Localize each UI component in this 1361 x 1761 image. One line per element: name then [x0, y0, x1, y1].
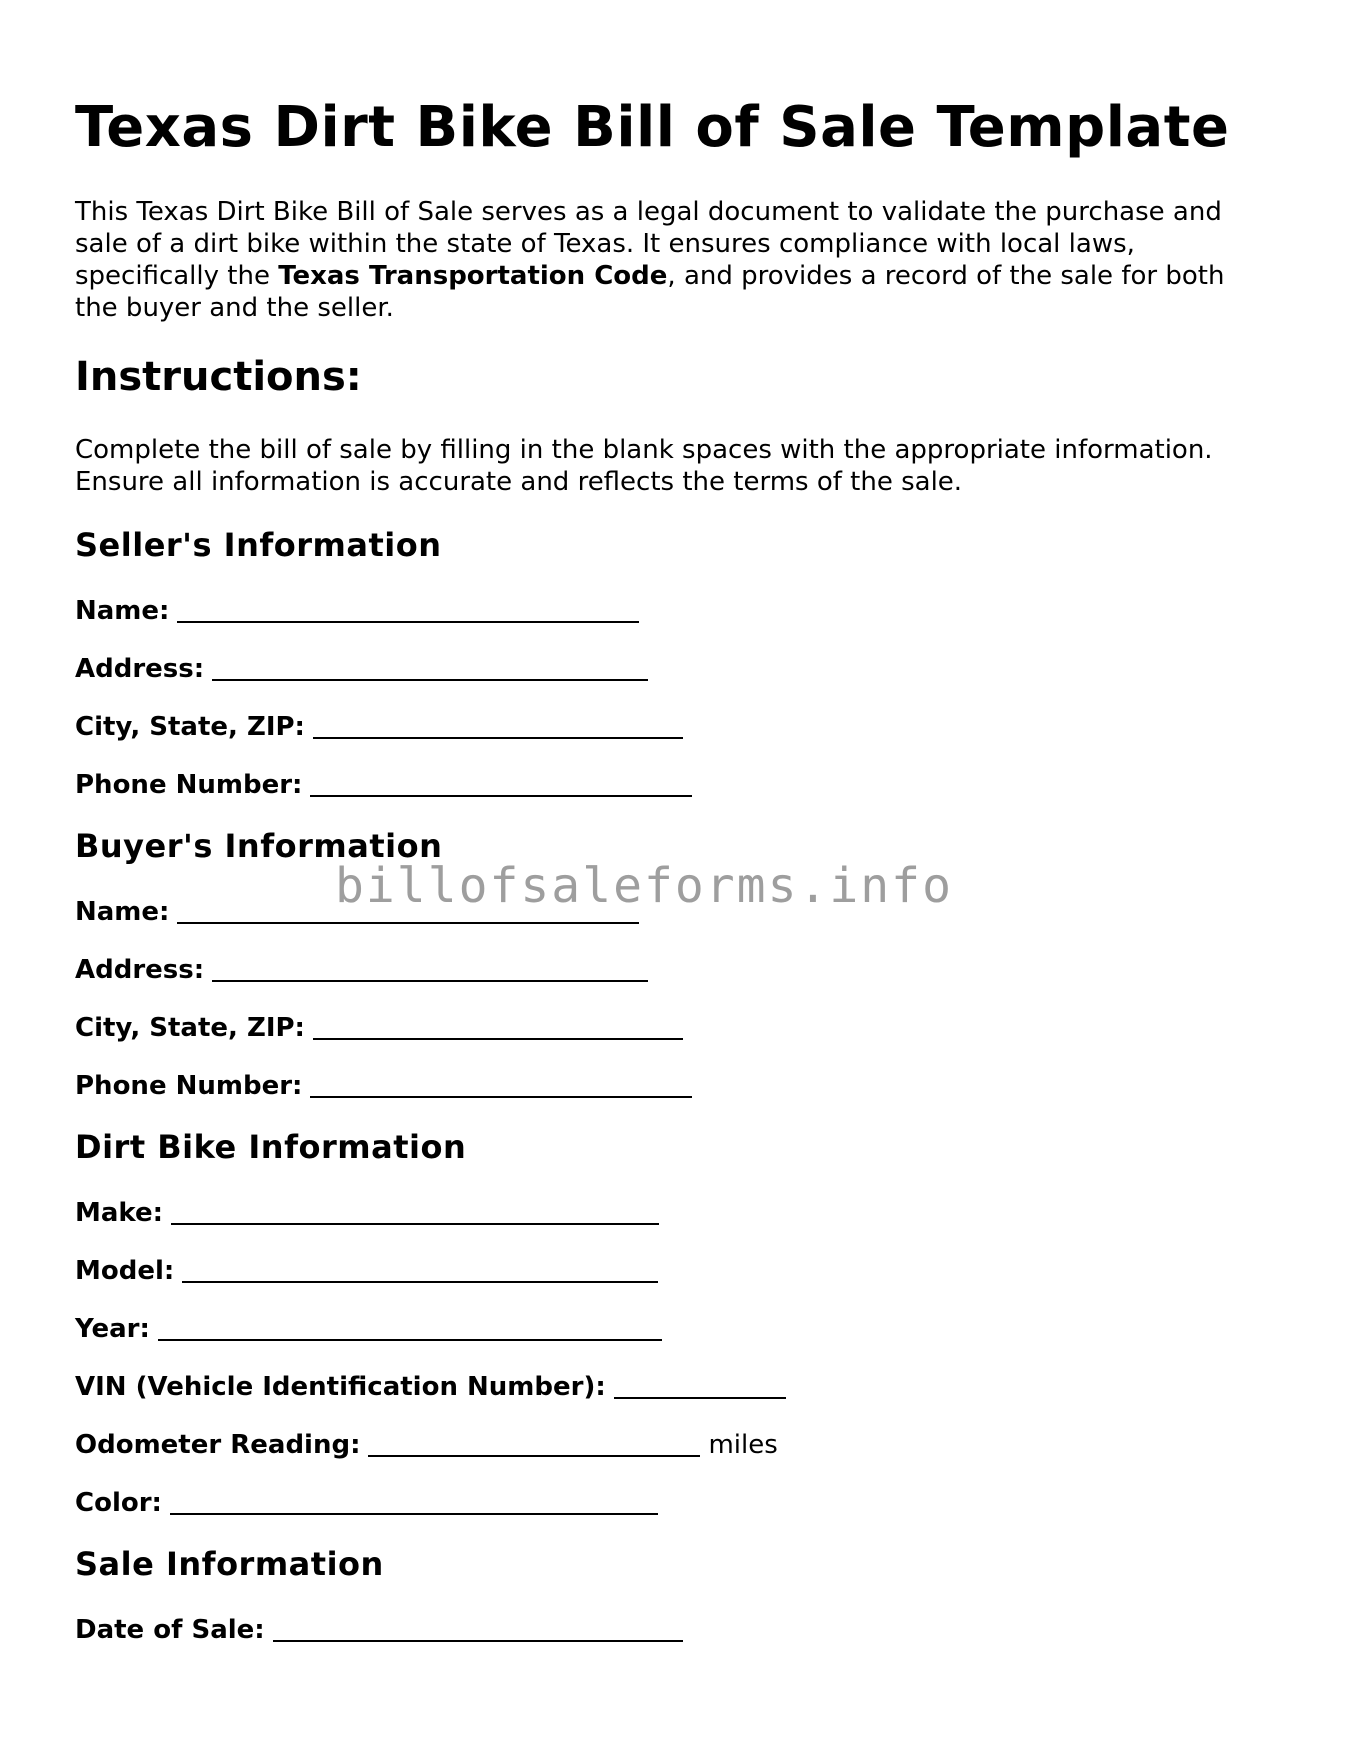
sale-date-label: Date of Sale:	[75, 1615, 265, 1645]
bike-model-blank[interactable]	[182, 1255, 658, 1283]
buyer-address-field	[75, 949, 648, 985]
bike-heading: Dirt Bike Information	[75, 1128, 467, 1166]
bike-model-field	[75, 1250, 658, 1286]
odometer-unit: miles	[708, 1430, 778, 1460]
buyer-address-label: Address:	[75, 955, 205, 985]
buyer-name-label: Name:	[75, 897, 170, 927]
seller-name-field	[75, 590, 639, 626]
bike-make-blank[interactable]	[171, 1197, 659, 1225]
bike-year-blank[interactable]	[158, 1313, 662, 1341]
seller-address-field	[75, 648, 648, 684]
seller-address-blank[interactable]	[212, 653, 648, 681]
seller-address-label: Address:	[75, 654, 205, 684]
sale-date-field	[75, 1609, 683, 1645]
bike-color-field	[75, 1482, 658, 1518]
bike-vin-field	[75, 1366, 786, 1402]
bike-vin-label: VIN (Vehicle Identification Number):	[75, 1372, 606, 1402]
seller-phone-label: Phone Number:	[75, 770, 303, 800]
buyer-phone-field	[75, 1065, 692, 1101]
bike-odometer-field	[75, 1424, 778, 1460]
seller-phone-blank[interactable]	[310, 769, 692, 797]
watermark: billofsaleforms.info	[335, 858, 953, 914]
instructions-heading: Instructions:	[75, 354, 362, 400]
seller-city-blank[interactable]	[313, 711, 683, 739]
buyer-city-field	[75, 1007, 683, 1043]
instructions-text: Complete the bill of sale by filling in the blank spaces with the appropriate information. Ensure all information is accurate and reflects the terms of the sale.	[75, 435, 1213, 497]
bike-vin-blank[interactable]	[614, 1371, 786, 1399]
bike-year-label: Year:	[75, 1314, 150, 1344]
bike-make-label: Make:	[75, 1198, 164, 1228]
bike-odometer-blank[interactable]	[368, 1429, 700, 1457]
seller-phone-field	[75, 764, 692, 800]
seller-city-field	[75, 706, 683, 742]
buyer-phone-blank[interactable]	[310, 1070, 692, 1098]
seller-heading: Seller's Information	[75, 526, 442, 564]
buyer-phone-label: Phone Number:	[75, 1071, 303, 1101]
bike-model-label: Model:	[75, 1256, 175, 1286]
buyer-heading: Buyer's Information	[75, 827, 443, 865]
page-title: Texas Dirt Bike Bill of Sale Template	[75, 95, 1230, 160]
seller-name-blank[interactable]	[177, 595, 639, 623]
seller-city-label: City, State, ZIP:	[75, 712, 305, 742]
sale-heading: Sale Information	[75, 1545, 384, 1583]
buyer-city-label: City, State, ZIP:	[75, 1013, 305, 1043]
bike-year-field	[75, 1308, 662, 1344]
seller-name-label: Name:	[75, 596, 170, 626]
bike-make-field	[75, 1192, 659, 1228]
intro-text-1: This Texas Dirt Bike Bill of Sale serves as a legal document to validate the purchase and sale of a dirt bike within the state of Texas. It ensures compliance with local laws, specifically the	[75, 197, 1222, 291]
buyer-address-blank[interactable]	[212, 954, 648, 982]
bike-color-label: Color:	[75, 1488, 162, 1518]
bike-odometer-label: Odometer Reading:	[75, 1430, 361, 1460]
intro-text-2: , and provides a record of the sale for both the buyer and the seller.	[75, 261, 1225, 323]
intro-bold-code: Texas Transportation Code	[278, 261, 668, 291]
buyer-city-blank[interactable]	[313, 1012, 683, 1040]
intro-paragraph	[75, 196, 1275, 324]
bike-color-blank[interactable]	[170, 1487, 658, 1515]
sale-date-blank[interactable]	[273, 1614, 683, 1642]
